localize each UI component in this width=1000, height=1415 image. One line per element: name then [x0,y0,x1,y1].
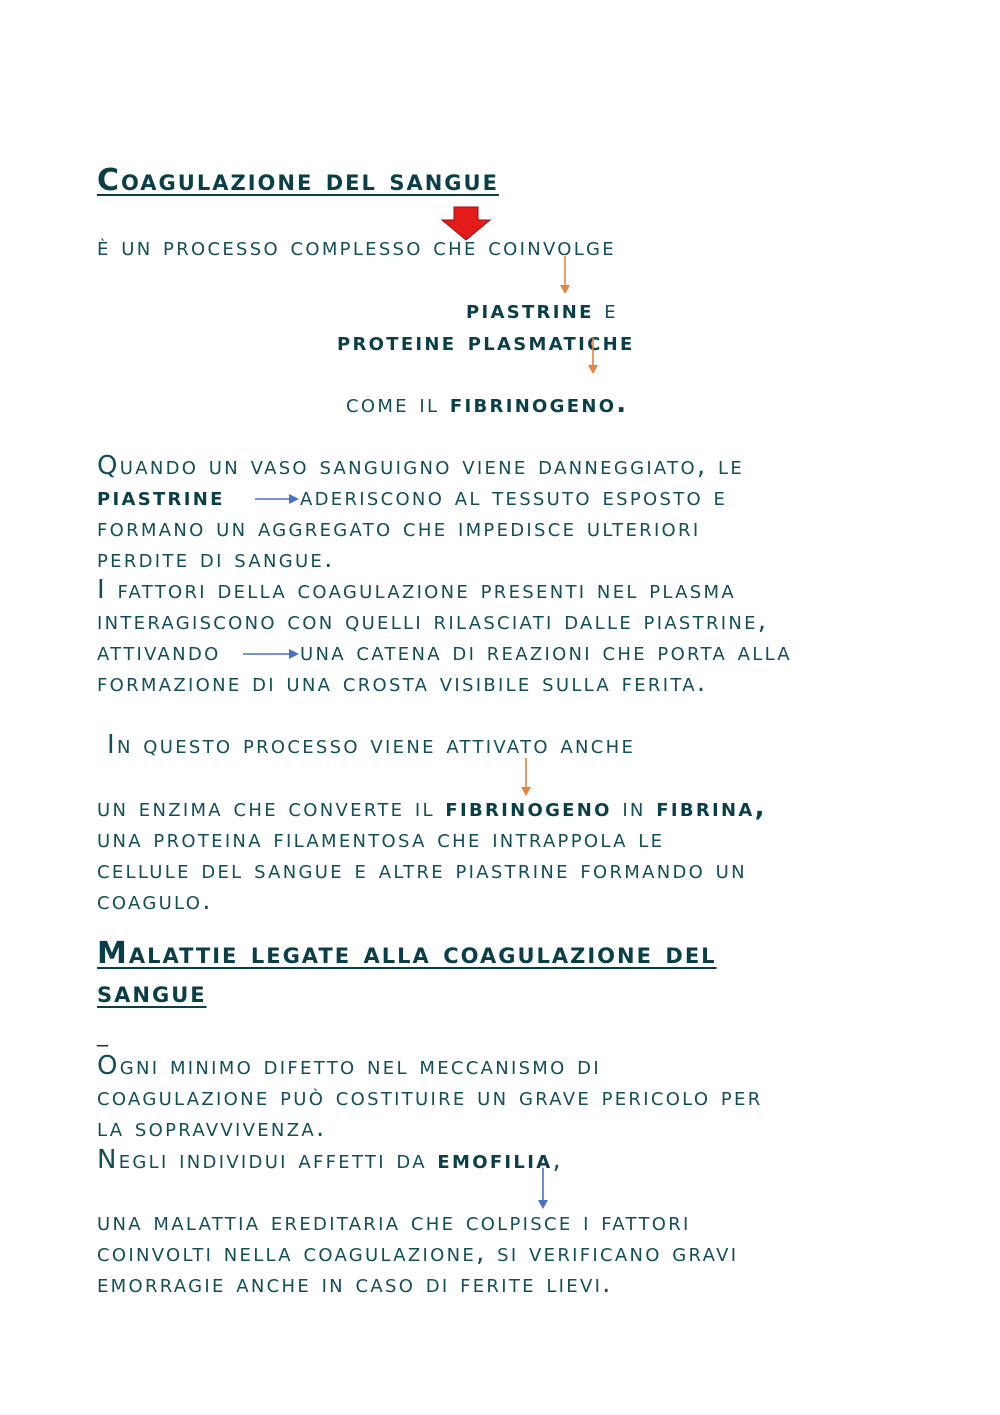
fibrinogeno-line [346,389,628,419]
paragraph-line: emorragie anche in caso di ferite lievi. [97,1269,613,1299]
e-text: e [604,295,618,325]
paragraph-line: Ogni minimo difetto nel meccanismo di [97,1051,601,1081]
paragraph-line: cellule del sangue e altre piastrine formando un [97,855,747,885]
negli-text: Negli individui affetti da [97,1145,427,1175]
paragraph-line [97,482,225,512]
orange-down-arrow-icon [587,338,599,378]
piastrine-bold: piastrine [466,295,594,325]
section-heading-malattie: Malattie legate alla coagulazione del [97,936,717,971]
orange-down-arrow-icon [559,256,571,296]
paragraph-line: coagulo. [97,886,213,916]
paragraph-line: la sopravvivenza. [97,1113,327,1143]
comma-text: , [552,1145,564,1175]
paragraph-line [97,1145,563,1175]
paragraph-line: formano un aggregato che impedisce ulteriori [97,513,701,543]
paragraph-line: I fattori della coagulazione presenti nel plasma [97,575,736,605]
come-il-text: come il [346,389,440,419]
paragraph-line: una proteina filamentosa che intrappola le [97,824,665,854]
section-heading-malattie-cont: sangue [97,975,207,1010]
blue-down-arrow-icon [537,1168,549,1212]
paragraph-line: formazione di una crosta visibile sulla ferita. [97,668,708,698]
blue-right-arrow-icon [255,493,301,505]
paragraph-line: una malattia ereditaria che colpisce i fattori [97,1207,691,1237]
paragraph-line: In questo processo viene attivato anche [107,730,636,760]
blue-right-arrow-icon [243,648,301,660]
paragraph-line: attivando [97,637,221,667]
piastrine-line [466,295,618,325]
paragraph-line: coagulazione può costituire un grave pericolo per [97,1082,763,1112]
orange-down-arrow-icon [520,758,532,798]
paragraph-line: aderiscono al tessuto esposto e [300,482,728,512]
paragraph-line: Quando un vaso sanguigno viene danneggiato, le [97,451,745,481]
paragraph-line [97,793,767,823]
paragraph-line: interagiscono con quelli rilasciati dalle piastrine, [97,606,769,636]
emofilia-bold: emofilia [437,1145,553,1175]
proteine-bold: proteine plasmatiche [337,327,635,357]
section-heading-coagulazione: Coagulazione del sangue [97,163,499,198]
fibrinogeno-bold: fibrinogeno [445,793,612,823]
in-text: in [622,793,646,823]
enzima-text: un enzima che converte il [97,793,435,823]
underscore-mark: _ [97,1022,108,1047]
paragraph-line: perdite di sangue. [97,544,335,574]
paragraph-line: una catena di reazioni che porta alla [300,637,792,667]
fibrina-bold: fibrina, [656,793,767,823]
paragraph-line: coinvolti nella coagulazione, si verificano gravi [97,1238,739,1268]
piastrine-bold: piastrine [97,482,225,512]
intro-line: è un processo complesso che coinvolge [97,232,616,262]
fibrinogeno-bold: fibrinogeno. [449,389,629,419]
